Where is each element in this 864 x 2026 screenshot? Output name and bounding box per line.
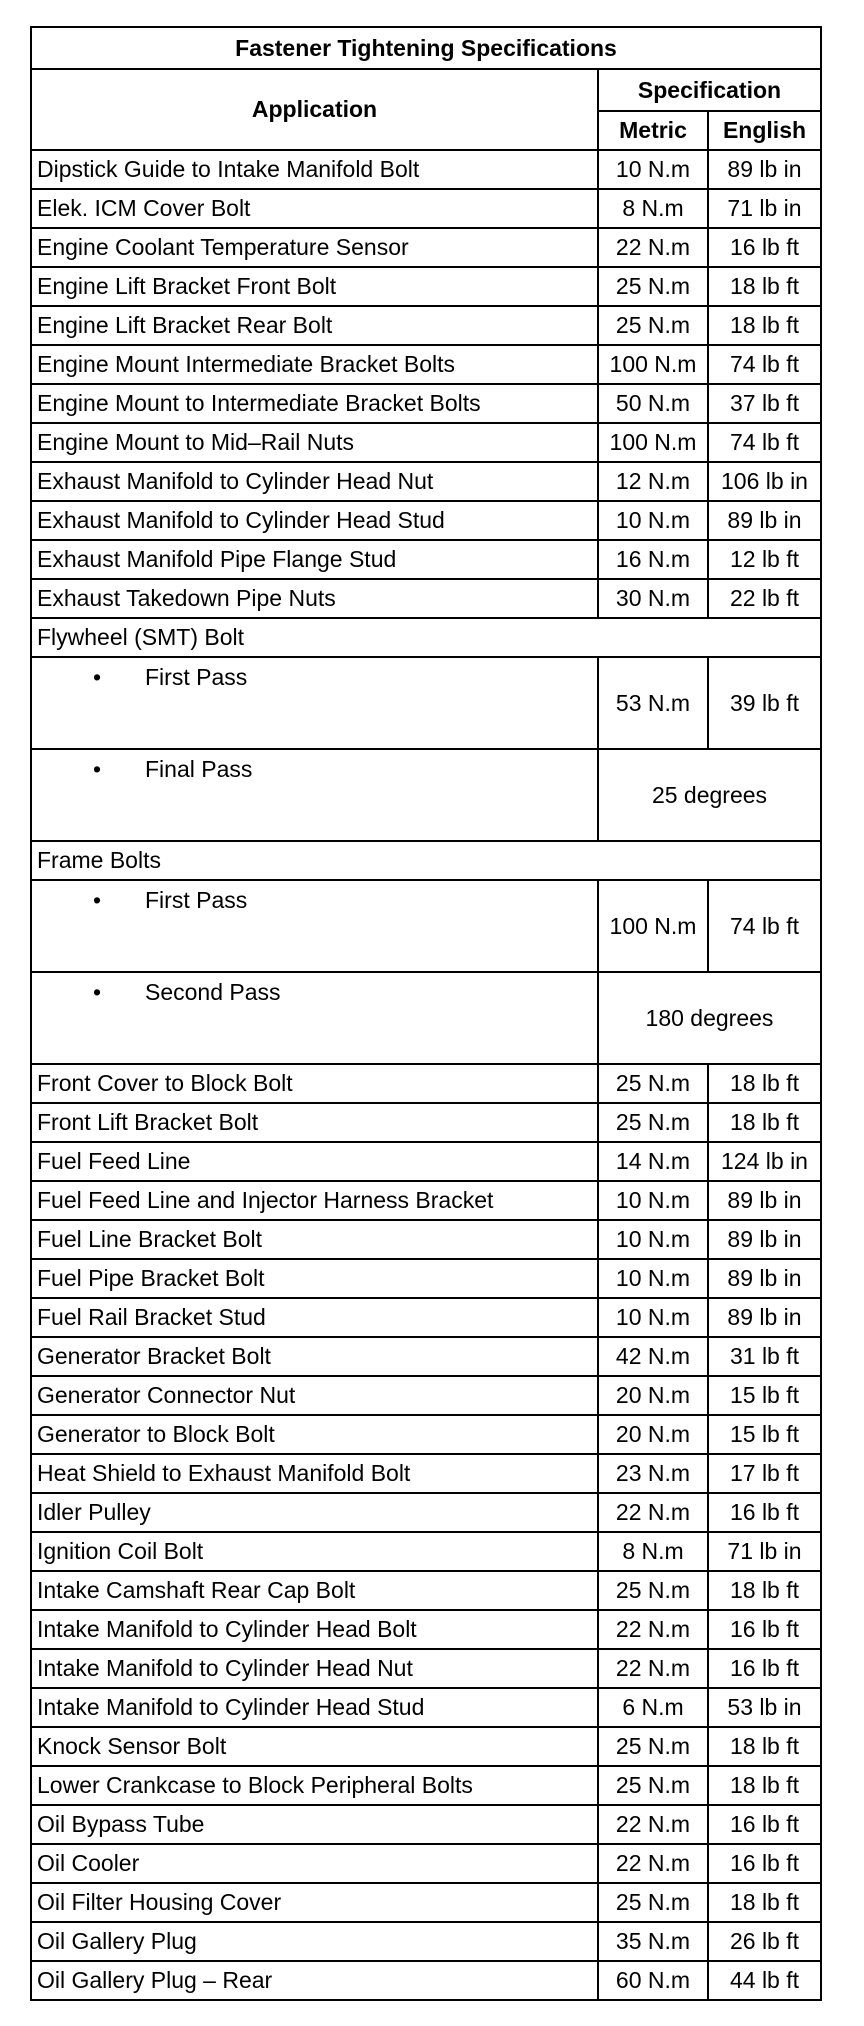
english-value: 15 lb ft	[708, 1415, 821, 1454]
english-value: 37 lb ft	[708, 384, 821, 423]
sub-step-label: Final Pass	[145, 756, 253, 782]
english-value: 44 lb ft	[708, 1961, 821, 2000]
application-cell: Engine Mount Intermediate Bracket Bolts	[31, 345, 598, 384]
metric-value: 25 N.m	[598, 267, 708, 306]
angle-value: 25 degrees	[598, 749, 821, 841]
table-row	[31, 1727, 821, 1766]
metric-value: 25 N.m	[598, 306, 708, 345]
table-row	[31, 150, 821, 189]
english-value: 18 lb ft	[708, 267, 821, 306]
metric-value: 8 N.m	[598, 1532, 708, 1571]
metric-value: 25 N.m	[598, 1766, 708, 1805]
english-value: 18 lb ft	[708, 1883, 821, 1922]
application-cell: Exhaust Manifold to Cylinder Head Stud	[31, 501, 598, 540]
metric-value: 25 N.m	[598, 1064, 708, 1103]
metric-value: 6 N.m	[598, 1688, 708, 1727]
metric-value: 20 N.m	[598, 1415, 708, 1454]
application-cell: Generator Connector Nut	[31, 1376, 598, 1415]
metric-value: 22 N.m	[598, 228, 708, 267]
metric-value: 10 N.m	[598, 1220, 708, 1259]
bullet-icon: •	[92, 887, 102, 913]
english-value: 16 lb ft	[708, 1610, 821, 1649]
english-value: 89 lb in	[708, 1298, 821, 1337]
metric-value: 10 N.m	[598, 501, 708, 540]
header-metric: Metric	[598, 111, 708, 150]
application-cell: Fuel Feed Line and Injector Harness Bracket	[31, 1181, 598, 1220]
frame-group	[31, 841, 821, 1064]
english-value: 16 lb ft	[708, 1493, 821, 1532]
english-value: 124 lb in	[708, 1142, 821, 1181]
table-row	[31, 306, 821, 345]
metric-value: 25 N.m	[598, 1883, 708, 1922]
header-application: Application	[31, 69, 598, 150]
table-row	[31, 1532, 821, 1571]
metric-value: 42 N.m	[598, 1337, 708, 1376]
english-value: 89 lb in	[708, 1181, 821, 1220]
application-cell: Heat Shield to Exhaust Manifold Bolt	[31, 1454, 598, 1493]
table-row	[31, 1298, 821, 1337]
metric-value: 25 N.m	[598, 1727, 708, 1766]
table-row	[31, 345, 821, 384]
table-row	[31, 1415, 821, 1454]
application-cell: Engine Lift Bracket Front Bolt	[31, 267, 598, 306]
english-value: 89 lb in	[708, 150, 821, 189]
english-value: 89 lb in	[708, 1220, 821, 1259]
metric-value: 10 N.m	[598, 1259, 708, 1298]
english-value: 71 lb in	[708, 1532, 821, 1571]
table-row	[31, 1610, 821, 1649]
metric-value: 10 N.m	[598, 150, 708, 189]
metric-value: 25 N.m	[598, 1103, 708, 1142]
metric-value: 35 N.m	[598, 1922, 708, 1961]
english-value: 18 lb ft	[708, 1571, 821, 1610]
english-value: 18 lb ft	[708, 1103, 821, 1142]
english-value: 39 lb ft	[708, 657, 821, 749]
table-row	[31, 1376, 821, 1415]
metric-value: 10 N.m	[598, 1298, 708, 1337]
application-cell: Idler Pulley	[31, 1493, 598, 1532]
table-row	[31, 1922, 821, 1961]
application-cell: Intake Manifold to Cylinder Head Bolt	[31, 1610, 598, 1649]
english-value: 18 lb ft	[708, 306, 821, 345]
metric-value: 22 N.m	[598, 1649, 708, 1688]
metric-value: 10 N.m	[598, 1181, 708, 1220]
metric-value: 23 N.m	[598, 1454, 708, 1493]
application-cell: Generator to Block Bolt	[31, 1415, 598, 1454]
table-row	[31, 1220, 821, 1259]
english-value: 15 lb ft	[708, 1376, 821, 1415]
table-row	[31, 1571, 821, 1610]
application-cell: Elek. ICM Cover Bolt	[31, 189, 598, 228]
sub-step-label: First Pass	[145, 664, 248, 690]
metric-value: 100 N.m	[598, 880, 708, 972]
application-cell: Exhaust Manifold Pipe Flange Stud	[31, 540, 598, 579]
english-value: 26 lb ft	[708, 1922, 821, 1961]
application-cell: Engine Mount to Mid–Rail Nuts	[31, 423, 598, 462]
english-value: 53 lb in	[708, 1688, 821, 1727]
application-cell: Oil Bypass Tube	[31, 1805, 598, 1844]
table-row	[31, 1883, 821, 1922]
english-value: 106 lb in	[708, 462, 821, 501]
table-row	[31, 1844, 821, 1883]
table-row	[31, 880, 821, 972]
application-cell: Exhaust Takedown Pipe Nuts	[31, 579, 598, 618]
english-value: 17 lb ft	[708, 1454, 821, 1493]
bullet-icon: •	[92, 756, 102, 782]
application-cell: Oil Gallery Plug – Rear	[31, 1961, 598, 2000]
table-row	[31, 1103, 821, 1142]
application-cell: Fuel Rail Bracket Stud	[31, 1298, 598, 1337]
fastener-spec-table	[30, 26, 822, 2001]
metric-value: 22 N.m	[598, 1805, 708, 1844]
table-row	[31, 972, 821, 1064]
metric-value: 22 N.m	[598, 1493, 708, 1532]
group-label-flywheel: Flywheel (SMT) Bolt	[31, 618, 821, 657]
metric-value: 60 N.m	[598, 1961, 708, 2000]
angle-value: 180 degrees	[598, 972, 821, 1064]
application-cell: Front Lift Bracket Bolt	[31, 1103, 598, 1142]
table-row	[31, 1259, 821, 1298]
rows-group-a	[31, 150, 821, 618]
application-cell: Oil Filter Housing Cover	[31, 1883, 598, 1922]
english-value: 89 lb in	[708, 501, 821, 540]
english-value: 74 lb ft	[708, 880, 821, 972]
table-row	[31, 384, 821, 423]
metric-value: 22 N.m	[598, 1610, 708, 1649]
english-value: 31 lb ft	[708, 1337, 821, 1376]
application-cell: Engine Lift Bracket Rear Bolt	[31, 306, 598, 345]
table-row	[31, 1181, 821, 1220]
sub-step-label: Second Pass	[145, 979, 281, 1005]
table-row	[31, 579, 821, 618]
table-title: Fastener Tightening Specifications	[31, 27, 821, 69]
metric-value: 100 N.m	[598, 345, 708, 384]
application-cell: Oil Gallery Plug	[31, 1922, 598, 1961]
header-specification: Specification	[598, 69, 821, 111]
metric-value: 12 N.m	[598, 462, 708, 501]
group-label-frame: Frame Bolts	[31, 841, 821, 880]
table-row	[31, 1688, 821, 1727]
table-row	[31, 1142, 821, 1181]
table-row	[31, 749, 821, 841]
table-row	[31, 657, 821, 749]
table-row	[31, 1493, 821, 1532]
table-row	[31, 1805, 821, 1844]
table-row	[31, 228, 821, 267]
application-cell: Ignition Coil Bolt	[31, 1532, 598, 1571]
table-row	[31, 267, 821, 306]
application-cell: Intake Manifold to Cylinder Head Nut	[31, 1649, 598, 1688]
table-row	[31, 1961, 821, 2000]
application-cell: Fuel Feed Line	[31, 1142, 598, 1181]
english-value: 74 lb ft	[708, 345, 821, 384]
table-row	[31, 501, 821, 540]
english-value: 18 lb ft	[708, 1064, 821, 1103]
application-cell: Intake Camshaft Rear Cap Bolt	[31, 1571, 598, 1610]
english-value: 71 lb in	[708, 189, 821, 228]
metric-value: 30 N.m	[598, 579, 708, 618]
metric-value: 53 N.m	[598, 657, 708, 749]
table-row	[31, 1649, 821, 1688]
application-cell: Intake Manifold to Cylinder Head Stud	[31, 1688, 598, 1727]
metric-value: 14 N.m	[598, 1142, 708, 1181]
application-cell: Lower Crankcase to Block Peripheral Bolts	[31, 1766, 598, 1805]
english-value: 12 lb ft	[708, 540, 821, 579]
table-row	[31, 1454, 821, 1493]
english-value: 16 lb ft	[708, 1805, 821, 1844]
sub-step-label: First Pass	[145, 887, 248, 913]
metric-value: 25 N.m	[598, 1571, 708, 1610]
metric-value: 8 N.m	[598, 189, 708, 228]
metric-value: 50 N.m	[598, 384, 708, 423]
english-value: 16 lb ft	[708, 228, 821, 267]
table-row	[31, 1766, 821, 1805]
table-row	[31, 189, 821, 228]
bullet-icon: •	[92, 979, 102, 1005]
application-cell: Engine Coolant Temperature Sensor	[31, 228, 598, 267]
english-value: 16 lb ft	[708, 1844, 821, 1883]
english-value: 22 lb ft	[708, 579, 821, 618]
flywheel-group	[31, 618, 821, 841]
english-value: 89 lb in	[708, 1259, 821, 1298]
application-cell: Fuel Pipe Bracket Bolt	[31, 1259, 598, 1298]
application-cell: Front Cover to Block Bolt	[31, 1064, 598, 1103]
metric-value: 100 N.m	[598, 423, 708, 462]
table-row	[31, 1064, 821, 1103]
english-value: 16 lb ft	[708, 1649, 821, 1688]
bullet-icon: •	[92, 664, 102, 690]
english-value: 74 lb ft	[708, 423, 821, 462]
application-cell: Oil Cooler	[31, 1844, 598, 1883]
header-english: English	[708, 111, 821, 150]
english-value: 18 lb ft	[708, 1766, 821, 1805]
table-row	[31, 1337, 821, 1376]
metric-value: 22 N.m	[598, 1844, 708, 1883]
english-value: 18 lb ft	[708, 1727, 821, 1766]
table-row	[31, 462, 821, 501]
application-cell: Exhaust Manifold to Cylinder Head Nut	[31, 462, 598, 501]
application-cell: Generator Bracket Bolt	[31, 1337, 598, 1376]
metric-value: 16 N.m	[598, 540, 708, 579]
rows-group-b	[31, 1064, 821, 2000]
table-row	[31, 423, 821, 462]
application-cell: Fuel Line Bracket Bolt	[31, 1220, 598, 1259]
table-row	[31, 540, 821, 579]
application-cell: Dipstick Guide to Intake Manifold Bolt	[31, 150, 598, 189]
metric-value: 20 N.m	[598, 1376, 708, 1415]
application-cell: Engine Mount to Intermediate Bracket Bolts	[31, 384, 598, 423]
application-cell: Knock Sensor Bolt	[31, 1727, 598, 1766]
